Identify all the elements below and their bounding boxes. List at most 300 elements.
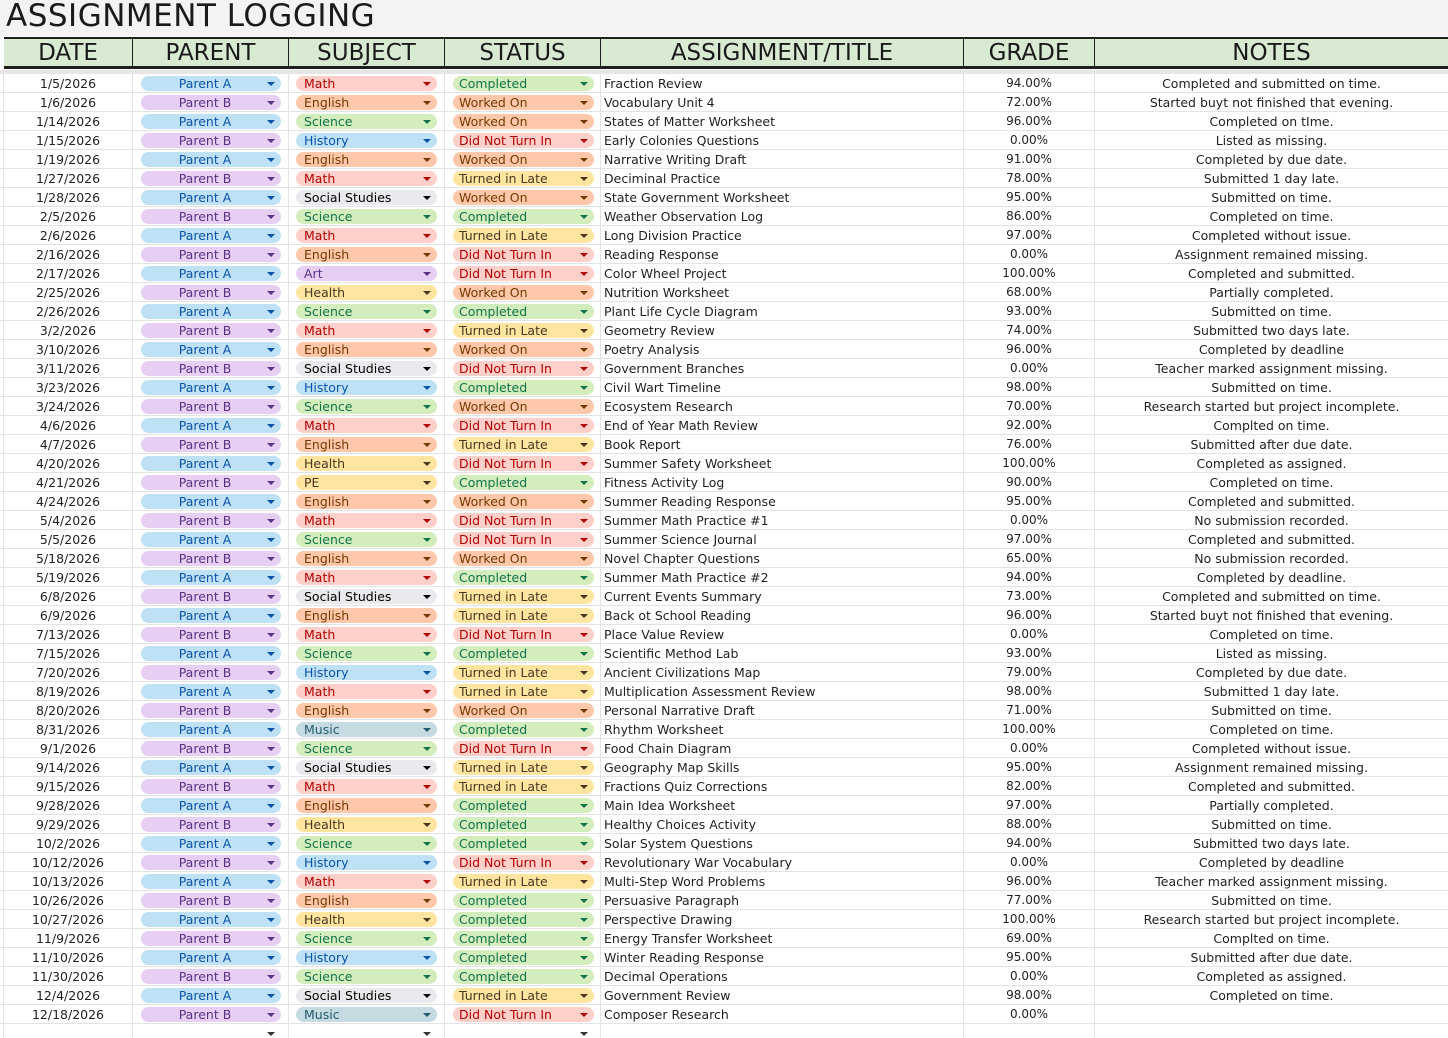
- assignment-title-cell[interactable]: Decimal Operations: [601, 967, 964, 986]
- assignment-title-cell[interactable]: Personal Narrative Draft: [601, 701, 964, 720]
- date-cell[interactable]: 3/11/2026: [4, 359, 133, 378]
- dropdown-arrow-icon[interactable]: [423, 462, 431, 466]
- dropdown-arrow-icon[interactable]: [423, 1013, 431, 1017]
- subject-cell[interactable]: [289, 663, 445, 682]
- parent-cell[interactable]: [133, 701, 289, 720]
- subject-dropdown[interactable]: [296, 760, 437, 775]
- dropdown-arrow-icon[interactable]: [580, 1013, 588, 1017]
- dropdown-arrow-icon[interactable]: [423, 291, 431, 295]
- status-cell[interactable]: [445, 397, 601, 416]
- subject-cell[interactable]: [289, 1024, 445, 1038]
- date-cell[interactable]: 5/19/2026: [4, 568, 133, 587]
- notes-cell[interactable]: Submitted on time.: [1211, 190, 1332, 205]
- dropdown-arrow-icon[interactable]: [267, 975, 275, 979]
- dropdown-arrow-icon[interactable]: [580, 291, 588, 295]
- assignment-title-cell[interactable]: Summer Math Practice #2: [601, 568, 964, 587]
- parent-dropdown[interactable]: [141, 532, 281, 547]
- notes-cell[interactable]: Listed as missing.: [1215, 133, 1328, 148]
- notes-cell[interactable]: Completed by deadline.: [1196, 570, 1347, 585]
- notes-cell[interactable]: Research started but project incomplete.: [1143, 912, 1400, 927]
- parent-dropdown[interactable]: [141, 855, 281, 870]
- parent-cell[interactable]: [133, 264, 289, 283]
- column-header-notes[interactable]: NOTES: [1232, 40, 1311, 66]
- status-dropdown[interactable]: [453, 912, 594, 927]
- dropdown-arrow-icon[interactable]: [267, 443, 275, 447]
- dropdown-arrow-icon[interactable]: [580, 956, 588, 960]
- subject-cell[interactable]: [289, 530, 445, 549]
- dropdown-arrow-icon[interactable]: [423, 994, 431, 998]
- subject-dropdown[interactable]: [296, 76, 437, 91]
- dropdown-arrow-icon[interactable]: [267, 215, 275, 219]
- parent-cell[interactable]: [133, 112, 289, 131]
- status-cell[interactable]: [445, 378, 601, 397]
- status-cell[interactable]: [445, 853, 601, 872]
- dropdown-arrow-icon[interactable]: [423, 272, 431, 276]
- subject-dropdown[interactable]: [296, 836, 437, 851]
- parent-cell[interactable]: [133, 226, 289, 245]
- grade-cell[interactable]: 95.00%: [964, 758, 1095, 777]
- notes-cell[interactable]: Started buyt not finished that evening.: [1149, 608, 1394, 623]
- parent-dropdown[interactable]: [141, 494, 281, 509]
- date-cell[interactable]: 2/6/2026: [4, 226, 133, 245]
- subject-cell[interactable]: [289, 587, 445, 606]
- subject-dropdown[interactable]: [296, 95, 437, 110]
- date-cell[interactable]: 11/30/2026: [4, 967, 133, 986]
- parent-dropdown[interactable]: [141, 684, 281, 699]
- status-cell[interactable]: [445, 131, 601, 150]
- dropdown-arrow-icon[interactable]: [423, 405, 431, 409]
- status-cell[interactable]: [445, 986, 601, 1005]
- status-cell[interactable]: [445, 264, 601, 283]
- parent-cell[interactable]: [133, 758, 289, 777]
- notes-cell[interactable]: Completed and submitted.: [1187, 532, 1356, 547]
- grade-cell[interactable]: [964, 1024, 1095, 1038]
- dropdown-arrow-icon[interactable]: [423, 424, 431, 428]
- assignment-title-cell[interactable]: Solar System Questions: [601, 834, 964, 853]
- status-cell[interactable]: [445, 112, 601, 131]
- dropdown-arrow-icon[interactable]: [423, 918, 431, 922]
- parent-dropdown[interactable]: [141, 95, 281, 110]
- date-cell[interactable]: 10/12/2026: [4, 853, 133, 872]
- notes-cell[interactable]: No submission recorded.: [1194, 513, 1349, 528]
- dropdown-arrow-icon[interactable]: [580, 557, 588, 561]
- status-cell[interactable]: [445, 910, 601, 929]
- status-cell[interactable]: [445, 188, 601, 207]
- dropdown-arrow-icon[interactable]: [423, 329, 431, 333]
- subject-cell[interactable]: [289, 397, 445, 416]
- status-dropdown[interactable]: [453, 589, 594, 604]
- assignment-title-cell[interactable]: Poetry Analysis: [601, 340, 964, 359]
- date-cell[interactable]: 1/19/2026: [4, 150, 133, 169]
- notes-cell[interactable]: Completed and submitted.: [1187, 266, 1356, 281]
- dropdown-arrow-icon[interactable]: [580, 462, 588, 466]
- notes-cell[interactable]: Complted on time.: [1213, 931, 1330, 946]
- notes-cell[interactable]: Completed on tIme.: [1209, 114, 1334, 129]
- parent-dropdown[interactable]: [141, 817, 281, 832]
- parent-cell[interactable]: [133, 739, 289, 758]
- status-dropdown[interactable]: [453, 1007, 594, 1022]
- parent-dropdown[interactable]: [141, 380, 281, 395]
- parent-dropdown[interactable]: [141, 760, 281, 775]
- notes-cell[interactable]: Submitted on time.: [1211, 304, 1332, 319]
- subject-dropdown[interactable]: [296, 665, 437, 680]
- status-dropdown[interactable]: [453, 209, 594, 224]
- status-dropdown[interactable]: [453, 304, 594, 319]
- notes-cell[interactable]: Completed on time.: [1209, 209, 1334, 224]
- subject-dropdown[interactable]: [296, 532, 437, 547]
- parent-cell[interactable]: [133, 473, 289, 492]
- grade-cell[interactable]: 92.00%: [964, 416, 1095, 435]
- status-cell[interactable]: [445, 302, 601, 321]
- dropdown-arrow-icon[interactable]: [267, 652, 275, 656]
- dropdown-arrow-icon[interactable]: [423, 747, 431, 751]
- dropdown-arrow-icon[interactable]: [267, 880, 275, 884]
- subject-dropdown[interactable]: [296, 513, 437, 528]
- parent-dropdown[interactable]: [141, 551, 281, 566]
- subject-cell[interactable]: [289, 226, 445, 245]
- grade-cell[interactable]: 0.00%: [964, 245, 1095, 264]
- grade-cell[interactable]: 95.00%: [964, 188, 1095, 207]
- status-dropdown[interactable]: [453, 570, 594, 585]
- dropdown-arrow-icon[interactable]: [580, 177, 588, 181]
- date-cell[interactable]: 8/20/2026: [4, 701, 133, 720]
- assignment-title-cell[interactable]: Fitness Activity Log: [601, 473, 964, 492]
- subject-cell[interactable]: [289, 929, 445, 948]
- dropdown-arrow-icon[interactable]: [580, 101, 588, 105]
- notes-cell[interactable]: Completed by deadline: [1198, 342, 1345, 357]
- subject-dropdown[interactable]: [296, 950, 437, 965]
- parent-cell[interactable]: [133, 948, 289, 967]
- grade-cell[interactable]: 96.00%: [964, 872, 1095, 891]
- grade-cell[interactable]: 88.00%: [964, 815, 1095, 834]
- assignment-title-cell[interactable]: Composer Research: [601, 1005, 964, 1024]
- parent-cell[interactable]: [133, 378, 289, 397]
- column-header-subject[interactable]: SUBJECT: [289, 39, 445, 66]
- notes-cell[interactable]: No submission recorded.: [1194, 551, 1349, 566]
- parent-cell[interactable]: [133, 169, 289, 188]
- date-cell[interactable]: 2/25/2026: [4, 283, 133, 302]
- assignment-title-cell[interactable]: Reading Response: [601, 245, 964, 264]
- date-cell[interactable]: 1/15/2026: [4, 131, 133, 150]
- date-cell[interactable]: 2/26/2026: [4, 302, 133, 321]
- dropdown-arrow-icon[interactable]: [267, 994, 275, 998]
- dropdown-arrow-icon[interactable]: [267, 595, 275, 599]
- assignment-title-cell[interactable]: Vocabulary Unit 4: [601, 93, 964, 112]
- parent-cell[interactable]: [133, 853, 289, 872]
- subject-cell[interactable]: [289, 245, 445, 264]
- dropdown-arrow-icon[interactable]: [423, 177, 431, 181]
- parent-dropdown[interactable]: [141, 247, 281, 262]
- assignment-title-cell[interactable]: Long Division Practice: [601, 226, 964, 245]
- assignment-title-cell[interactable]: Book Report: [601, 435, 964, 454]
- grade-cell[interactable]: 68.00%: [964, 283, 1095, 302]
- parent-cell[interactable]: [133, 663, 289, 682]
- subject-dropdown[interactable]: [296, 969, 437, 984]
- date-cell[interactable]: 2/16/2026: [4, 245, 133, 264]
- assignment-title-cell[interactable]: Summer Reading Response: [601, 492, 964, 511]
- dropdown-arrow-icon[interactable]: [423, 766, 431, 770]
- notes-cell[interactable]: Listed as missing.: [1215, 646, 1328, 661]
- assignment-title-cell[interactable]: Winter Reading Response: [601, 948, 964, 967]
- dropdown-arrow-icon[interactable]: [580, 690, 588, 694]
- notes-cell[interactable]: Research started but project incomplete.: [1143, 399, 1400, 414]
- subject-dropdown[interactable]: [296, 247, 437, 262]
- assignment-title-cell[interactable]: States of Matter Worksheet: [601, 112, 964, 131]
- assignment-title-cell[interactable]: Novel Chapter Questions: [601, 549, 964, 568]
- parent-cell[interactable]: [133, 207, 289, 226]
- status-cell[interactable]: [445, 967, 601, 986]
- column-header-grade[interactable]: GRADE: [964, 39, 1095, 66]
- parent-dropdown[interactable]: [141, 171, 281, 186]
- parent-cell[interactable]: [133, 587, 289, 606]
- status-cell[interactable]: [445, 701, 601, 720]
- subject-dropdown[interactable]: [296, 456, 437, 471]
- status-cell[interactable]: [445, 93, 601, 112]
- status-dropdown[interactable]: [453, 152, 594, 167]
- assignment-title-cell[interactable]: Summer Science Journal: [601, 530, 964, 549]
- subject-dropdown[interactable]: [296, 608, 437, 623]
- subject-dropdown[interactable]: [296, 304, 437, 319]
- notes-cell[interactable]: Completed on time.: [1209, 627, 1334, 642]
- subject-cell[interactable]: [289, 492, 445, 511]
- dropdown-arrow-icon[interactable]: [580, 614, 588, 618]
- dropdown-arrow-icon[interactable]: [267, 614, 275, 618]
- parent-cell[interactable]: [133, 644, 289, 663]
- subject-cell[interactable]: [289, 948, 445, 967]
- status-dropdown[interactable]: [453, 323, 594, 338]
- notes-cell[interactable]: Completed without issue.: [1191, 228, 1352, 243]
- parent-cell[interactable]: [133, 834, 289, 853]
- dropdown-arrow-icon[interactable]: [267, 728, 275, 732]
- subject-cell[interactable]: [289, 416, 445, 435]
- dropdown-arrow-icon[interactable]: [423, 861, 431, 865]
- dropdown-arrow-icon[interactable]: [423, 348, 431, 352]
- grade-cell[interactable]: 0.00%: [964, 739, 1095, 758]
- status-dropdown[interactable]: [453, 684, 594, 699]
- assignment-title-cell[interactable]: Deciminal Practice: [601, 169, 964, 188]
- dropdown-arrow-icon[interactable]: [267, 196, 275, 200]
- date-cell[interactable]: 1/28/2026: [4, 188, 133, 207]
- column-header-status[interactable]: STATUS: [445, 39, 601, 66]
- dropdown-arrow-icon[interactable]: [580, 234, 588, 238]
- notes-cell[interactable]: Assignment remained missing.: [1175, 760, 1368, 775]
- status-dropdown[interactable]: [453, 285, 594, 300]
- status-dropdown[interactable]: [453, 627, 594, 642]
- notes-cell[interactable]: Submitted after due date.: [1190, 950, 1353, 965]
- assignment-title-cell[interactable]: Geography Map Skills: [601, 758, 964, 777]
- parent-cell[interactable]: [133, 815, 289, 834]
- dropdown-arrow-icon[interactable]: [423, 785, 431, 789]
- parent-dropdown[interactable]: [141, 114, 281, 129]
- grade-cell[interactable]: 70.00%: [964, 397, 1095, 416]
- dropdown-arrow-icon[interactable]: [580, 310, 588, 314]
- assignment-title-cell[interactable]: Scientific Method Lab: [601, 644, 964, 663]
- parent-cell[interactable]: [133, 549, 289, 568]
- subject-dropdown[interactable]: [296, 893, 437, 908]
- notes-cell[interactable]: [1095, 1024, 1448, 1038]
- notes-cell[interactable]: Teacher marked assignment missing.: [1155, 874, 1388, 889]
- subject-dropdown[interactable]: [296, 114, 437, 129]
- subject-cell[interactable]: [289, 644, 445, 663]
- dropdown-arrow-icon[interactable]: [580, 918, 588, 922]
- date-cell[interactable]: 9/28/2026: [4, 796, 133, 815]
- subject-cell[interactable]: [289, 188, 445, 207]
- dropdown-arrow-icon[interactable]: [423, 614, 431, 618]
- subject-dropdown[interactable]: [296, 779, 437, 794]
- assignment-title-cell[interactable]: Geometry Review: [601, 321, 964, 340]
- notes-cell[interactable]: Completed on time.: [1209, 722, 1334, 737]
- assignment-title-cell[interactable]: [601, 1024, 964, 1038]
- grade-cell[interactable]: 98.00%: [964, 378, 1095, 397]
- subject-cell[interactable]: [289, 568, 445, 587]
- status-cell[interactable]: [445, 663, 601, 682]
- dropdown-arrow-icon[interactable]: [267, 766, 275, 770]
- subject-dropdown[interactable]: [296, 855, 437, 870]
- date-cell[interactable]: 10/13/2026: [4, 872, 133, 891]
- parent-dropdown[interactable]: [141, 418, 281, 433]
- dropdown-arrow-icon[interactable]: [267, 234, 275, 238]
- dropdown-arrow-icon[interactable]: [267, 633, 275, 637]
- status-dropdown[interactable]: [453, 855, 594, 870]
- status-dropdown[interactable]: [453, 76, 594, 91]
- date-cell[interactable]: 3/24/2026: [4, 397, 133, 416]
- grade-cell[interactable]: 100.00%: [964, 720, 1095, 739]
- notes-cell[interactable]: Completed by due date.: [1195, 665, 1348, 680]
- subject-cell[interactable]: [289, 891, 445, 910]
- dropdown-arrow-icon[interactable]: [267, 557, 275, 561]
- dropdown-arrow-icon[interactable]: [580, 367, 588, 371]
- grade-cell[interactable]: 97.00%: [964, 530, 1095, 549]
- parent-dropdown[interactable]: [141, 1026, 281, 1038]
- subject-cell[interactable]: [289, 302, 445, 321]
- status-dropdown[interactable]: [453, 133, 594, 148]
- status-dropdown[interactable]: [453, 437, 594, 452]
- parent-dropdown[interactable]: [141, 874, 281, 889]
- status-cell[interactable]: [445, 74, 601, 93]
- parent-cell[interactable]: [133, 435, 289, 454]
- dropdown-arrow-icon[interactable]: [580, 538, 588, 542]
- column-header-date[interactable]: DATE: [4, 39, 133, 66]
- status-dropdown[interactable]: [453, 969, 594, 984]
- subject-dropdown[interactable]: [296, 190, 437, 205]
- dropdown-arrow-icon[interactable]: [580, 139, 588, 143]
- dropdown-arrow-icon[interactable]: [580, 196, 588, 200]
- dropdown-arrow-icon[interactable]: [267, 348, 275, 352]
- assignment-title-cell[interactable]: Color Wheel Project: [601, 264, 964, 283]
- dropdown-arrow-icon[interactable]: [423, 196, 431, 200]
- date-cell[interactable]: 12/18/2026: [4, 1005, 133, 1024]
- status-dropdown[interactable]: [453, 551, 594, 566]
- dropdown-arrow-icon[interactable]: [580, 329, 588, 333]
- date-cell[interactable]: 10/27/2026: [4, 910, 133, 929]
- parent-dropdown[interactable]: [141, 133, 281, 148]
- dropdown-arrow-icon[interactable]: [423, 481, 431, 485]
- grade-cell[interactable]: 0.00%: [964, 625, 1095, 644]
- parent-dropdown[interactable]: [141, 608, 281, 623]
- subject-dropdown[interactable]: [296, 741, 437, 756]
- status-dropdown[interactable]: [453, 646, 594, 661]
- subject-dropdown[interactable]: [296, 418, 437, 433]
- parent-cell[interactable]: [133, 530, 289, 549]
- subject-cell[interactable]: [289, 359, 445, 378]
- notes-cell[interactable]: [1095, 1005, 1448, 1024]
- dropdown-arrow-icon[interactable]: [580, 386, 588, 390]
- assignment-title-cell[interactable]: Multi-Step Word Problems: [601, 872, 964, 891]
- assignment-title-cell[interactable]: End of Year Math Review: [601, 416, 964, 435]
- parent-cell[interactable]: [133, 74, 289, 93]
- parent-dropdown[interactable]: [141, 741, 281, 756]
- dropdown-arrow-icon[interactable]: [423, 956, 431, 960]
- dropdown-arrow-icon[interactable]: [580, 253, 588, 257]
- status-cell[interactable]: [445, 473, 601, 492]
- parent-dropdown[interactable]: [141, 931, 281, 946]
- dropdown-arrow-icon[interactable]: [267, 386, 275, 390]
- grade-cell[interactable]: 93.00%: [964, 644, 1095, 663]
- subject-cell[interactable]: [289, 74, 445, 93]
- assignment-title-cell[interactable]: Weather Observation Log: [601, 207, 964, 226]
- parent-cell[interactable]: [133, 967, 289, 986]
- grade-cell[interactable]: 82.00%: [964, 777, 1095, 796]
- notes-cell[interactable]: Teacher marked assignment missing.: [1155, 361, 1388, 376]
- parent-dropdown[interactable]: [141, 228, 281, 243]
- subject-dropdown[interactable]: [296, 1026, 437, 1038]
- dropdown-arrow-icon[interactable]: [267, 367, 275, 371]
- dropdown-arrow-icon[interactable]: [267, 861, 275, 865]
- dropdown-arrow-icon[interactable]: [423, 158, 431, 162]
- dropdown-arrow-icon[interactable]: [267, 671, 275, 675]
- dropdown-arrow-icon[interactable]: [423, 595, 431, 599]
- subject-cell[interactable]: [289, 378, 445, 397]
- dropdown-arrow-icon[interactable]: [423, 519, 431, 523]
- grade-cell[interactable]: 73.00%: [964, 587, 1095, 606]
- grade-cell[interactable]: 97.00%: [964, 796, 1095, 815]
- grade-cell[interactable]: 96.00%: [964, 112, 1095, 131]
- parent-cell[interactable]: [133, 416, 289, 435]
- parent-dropdown[interactable]: [141, 76, 281, 91]
- status-dropdown[interactable]: [453, 760, 594, 775]
- dropdown-arrow-icon[interactable]: [267, 291, 275, 295]
- status-cell[interactable]: [445, 549, 601, 568]
- status-dropdown[interactable]: [453, 779, 594, 794]
- status-cell[interactable]: [445, 587, 601, 606]
- parent-cell[interactable]: [133, 1024, 289, 1038]
- dropdown-arrow-icon[interactable]: [267, 272, 275, 276]
- parent-dropdown[interactable]: [141, 779, 281, 794]
- grade-cell[interactable]: 0.00%: [964, 359, 1095, 378]
- status-cell[interactable]: [445, 511, 601, 530]
- notes-cell[interactable]: Assignment remained missing.: [1175, 247, 1368, 262]
- notes-cell[interactable]: Submitted on time.: [1211, 703, 1332, 718]
- dropdown-arrow-icon[interactable]: [423, 899, 431, 903]
- dropdown-arrow-icon[interactable]: [423, 557, 431, 561]
- dropdown-arrow-icon[interactable]: [267, 690, 275, 694]
- subject-cell[interactable]: [289, 872, 445, 891]
- grade-cell[interactable]: 78.00%: [964, 169, 1095, 188]
- status-cell[interactable]: [445, 872, 601, 891]
- assignment-title-cell[interactable]: Place Value Review: [601, 625, 964, 644]
- subject-cell[interactable]: [289, 112, 445, 131]
- status-cell[interactable]: [445, 834, 601, 853]
- notes-cell[interactable]: Submitted two days late.: [1193, 836, 1350, 851]
- status-dropdown[interactable]: [453, 361, 594, 376]
- grade-cell[interactable]: 0.00%: [964, 853, 1095, 872]
- subject-cell[interactable]: [289, 93, 445, 112]
- dropdown-arrow-icon[interactable]: [423, 576, 431, 580]
- dropdown-arrow-icon[interactable]: [580, 519, 588, 523]
- date-cell[interactable]: 2/5/2026: [4, 207, 133, 226]
- parent-cell[interactable]: [133, 492, 289, 511]
- parent-dropdown[interactable]: [141, 209, 281, 224]
